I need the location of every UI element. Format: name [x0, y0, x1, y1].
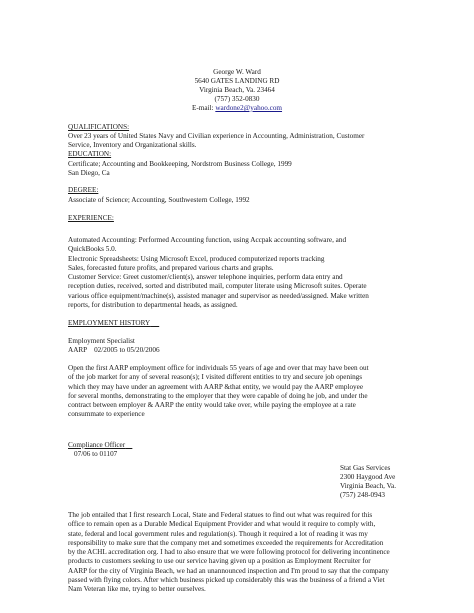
email-link[interactable]: wardone2@yahoo.com	[215, 104, 283, 112]
text-line: contract between employer & AARP the entity would take over, while paying the employee at a rate	[68, 401, 356, 410]
text-line: San Diego, Ca	[68, 169, 110, 178]
applicant-name: George W. Ward	[213, 68, 261, 76]
text-line: Customer Service: Greet customer/client(s), answer telephone inquiries, perform data entry and	[68, 273, 343, 282]
job2-dates: 07/06 to 01107	[74, 450, 118, 458]
text-line: Nam Veteran like me, trying to better ourselves.	[68, 585, 206, 594]
text-line: reception duties, received, sorted and distributed mail, computer literate using Microsoft suites. Operate	[68, 282, 367, 291]
qualifications-heading: QUALIFICATIONS:	[68, 123, 130, 131]
text-line: reports, for distribution to departmental heads, as assigned.	[68, 301, 238, 310]
text-line: products to customers seeking to use our service having given up a position as Employment Recruiter for	[68, 557, 371, 566]
text-line: of the job market for any of several reason(s); I visited different entities to try and secure job openings	[68, 373, 363, 382]
text-line: Certificate; Accounting and Bookkeeping, Nordstrom Business College, 1999	[68, 160, 292, 168]
text-line: Service, Inventory and Organizational skills.	[68, 141, 197, 150]
experience-heading: EXPERIENCE:	[68, 214, 114, 222]
email-row	[0, 104, 474, 113]
address-line-2: Virginia Beach, Va. 23464	[199, 86, 275, 94]
text-line: Over 23 years of United States Navy and Civilian experience in Accounting, Administration, Customer	[68, 132, 365, 140]
text-line: consummate to experience	[68, 410, 145, 419]
degree-heading: DEGREE:	[68, 186, 99, 194]
education-text	[68, 160, 410, 179]
job1-description	[68, 364, 410, 420]
text-line: Sales, forecasted future profits, and prepared various charts and graphs.	[68, 263, 274, 272]
text-line: passed with flying colors. After which business picked up considerably this was the business of a friend a Viet	[68, 576, 385, 585]
text-line: office to remain open as a Durable Medical Equipment Provider and what would it require to comply with,	[68, 520, 376, 529]
text-line: which they may have under an agreement with AARP &that entity, we would pay the AARP employee	[68, 382, 364, 391]
text-line: AARP for the city of Virginia Beach, we had an unannounced inspection and I'm proud to say that the company	[68, 566, 389, 575]
experience-text	[68, 236, 410, 310]
degree-text	[68, 196, 410, 205]
email-label: E-mail:	[191, 104, 214, 112]
employer-street: 2300 Haygood Ave	[340, 473, 396, 481]
text-line: responsibility to make sure that the company met and sometimes exceeded the requirements for Accreditation	[68, 538, 384, 547]
job1-org-dates: AARP 02/2005 to 05/20/2006	[68, 346, 160, 354]
text-line: Automated Accounting: Performed Accounting function, using Accpak accounting software, and	[68, 236, 347, 244]
employment-history-heading: EMPLOYMENT HISTORY	[68, 319, 151, 327]
text-line: Electronic Spreadsheets: Using Microsoft Excel, produced computerized reports tracking	[68, 254, 325, 263]
text-line: state, federal and local government rules and regulation(s). Though it required a lot of reading it was my	[68, 529, 368, 538]
text-line: The job entailed that I first research Local, State and Federal statues to find out what was required for this	[68, 511, 373, 519]
text-line: Open the first AARP employment office for individuals 55 years of age and over that may have been out	[68, 364, 369, 372]
text-line: Associate of Science; Accounting, Southwestern College, 1992	[68, 196, 250, 204]
job2-title: Compliance Officer	[68, 441, 126, 449]
text-line: by the ACHL accreditation org. I had to also ensure that we were following protocol for delivering incontinence	[68, 548, 390, 557]
employer-city: Virginia Beach, Va.	[340, 482, 396, 490]
text-line: for several months, demonstrating to the employer that they were capable of doing he job, and under the	[68, 391, 368, 400]
employer-phone: (757) 248-0943	[340, 491, 385, 499]
education-heading: EDUCATION:	[68, 150, 112, 158]
phone-number: (757) 352-0830	[214, 95, 260, 103]
text-line: QuickBooks 5.0.	[68, 245, 117, 254]
text-line: various office equipment/machine(s), assisted manager and supervisor as needed/assigned. Make written	[68, 291, 369, 300]
qualifications-text	[68, 132, 410, 151]
address-line-1: 5640 GATES LANDING RD	[194, 77, 280, 85]
job1-title: Employment Specialist	[68, 337, 135, 345]
employer-name: Stat Gas Services	[340, 464, 391, 472]
job2-description	[68, 511, 410, 595]
